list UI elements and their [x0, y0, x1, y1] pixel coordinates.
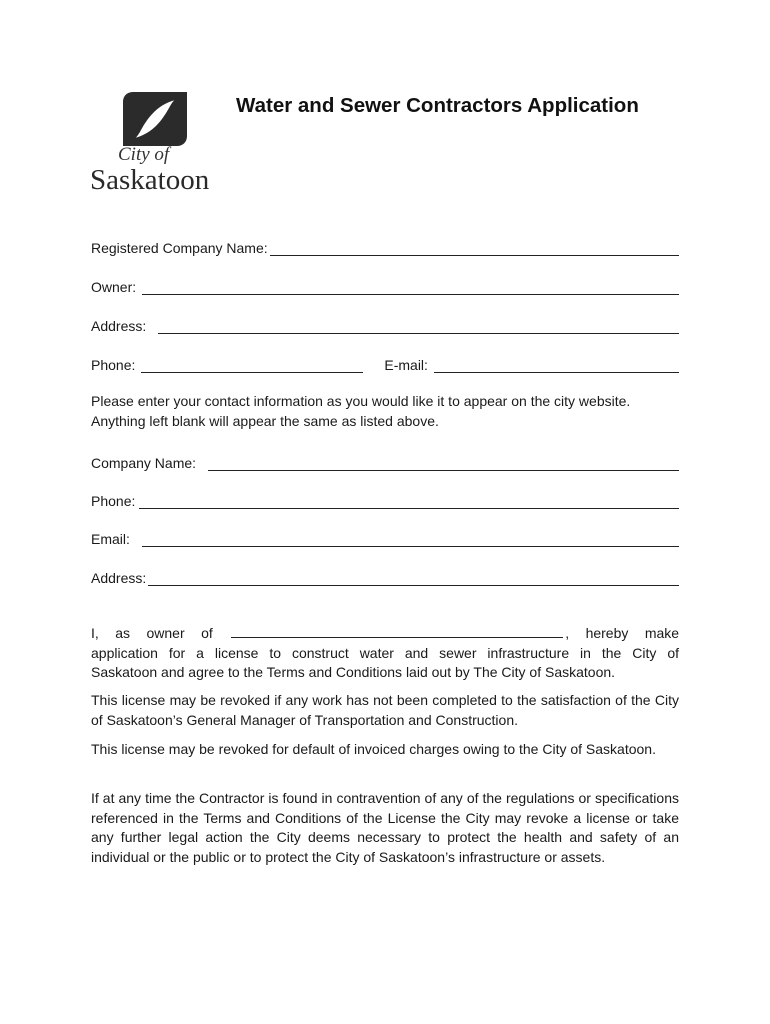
- registered-company-name-row: [91, 236, 679, 256]
- website-note-line-2: Anything left blank will appear the same as listed above.: [91, 412, 439, 429]
- address-label: Address:: [91, 318, 147, 334]
- page-title: Water and Sewer Contractors Application: [236, 94, 639, 117]
- contravention-clause: If at any time the Contractor is found in contravention of any of the regulations or specifications referenced in the Terms and Conditions of the License the City may revoke a license or take any further legal action the City deems necessary to protect the health and safety of an individual or the public or to protect the City of Saskatoon’s infrastructure or assets.: [91, 790, 679, 865]
- website-company-name-label: Company Name:: [91, 455, 197, 471]
- agreement-company-field[interactable]: [231, 625, 563, 638]
- registered-company-name-field[interactable]: [270, 241, 679, 256]
- agreement-line-1: [91, 624, 679, 644]
- agreement-word-hereby: hereby: [585, 625, 629, 641]
- owner-row: [91, 275, 679, 295]
- agreement-word-of: of: [201, 625, 213, 641]
- website-phone-label: Phone:: [91, 493, 136, 509]
- website-note: [91, 392, 679, 431]
- agreement-line-3: Saskatoon and agree to the Terms and Conditions laid out by The City of Saskatoon.: [91, 664, 616, 680]
- owner-label: Owner:: [91, 279, 137, 295]
- revocation-clause-2: This license may be revoked for default of invoiced charges owing to the City of Saskatoon.: [91, 741, 656, 757]
- agreement-paragraph: [91, 624, 679, 683]
- website-address-field[interactable]: [148, 571, 679, 586]
- phone-email-row: [91, 353, 679, 373]
- email-label: E-mail:: [384, 357, 428, 373]
- owner-field[interactable]: [142, 280, 679, 295]
- agreement-comma: ,: [565, 625, 570, 641]
- website-address-row: [91, 566, 679, 586]
- website-email-field[interactable]: [142, 532, 679, 547]
- agreement-word-as: as: [115, 625, 131, 641]
- agreement-word-owner: owner: [146, 625, 185, 641]
- phone-field[interactable]: [141, 358, 363, 373]
- agreement-line-2: application for a license to construct water and sewer infrastructure in the City of: [91, 644, 679, 661]
- logo-city-of-text: City of: [118, 144, 170, 165]
- website-company-name-row: [91, 451, 679, 471]
- website-email-row: [91, 527, 679, 547]
- website-email-label: Email:: [91, 531, 130, 547]
- address-field[interactable]: [158, 319, 679, 334]
- phone-label: Phone:: [91, 357, 136, 373]
- website-phone-field[interactable]: [139, 494, 679, 509]
- agreement-word-make: make: [644, 625, 680, 641]
- agreement-word-i: I,: [91, 625, 99, 641]
- revocation-clause-1: This license may be revoked if any work has not been completed to the satisfaction of the City of Saskatoon’s General Manager of Transportation and Construction.: [91, 692, 679, 728]
- city-logo: [90, 92, 230, 197]
- registered-company-name-label: Registered Company Name:: [91, 240, 268, 256]
- website-company-name-field[interactable]: [208, 456, 679, 471]
- website-phone-row: [91, 489, 679, 509]
- website-note-line-1: Please enter your contact information as you would like it to appear on the city website.: [91, 393, 631, 409]
- city-of-saskatoon-s-mark-icon: [123, 92, 187, 146]
- logo-saskatoon-text: Saskatoon: [90, 164, 210, 196]
- email-field[interactable]: [434, 358, 679, 373]
- website-address-label: Address:: [91, 570, 147, 586]
- address-row: [91, 314, 679, 334]
